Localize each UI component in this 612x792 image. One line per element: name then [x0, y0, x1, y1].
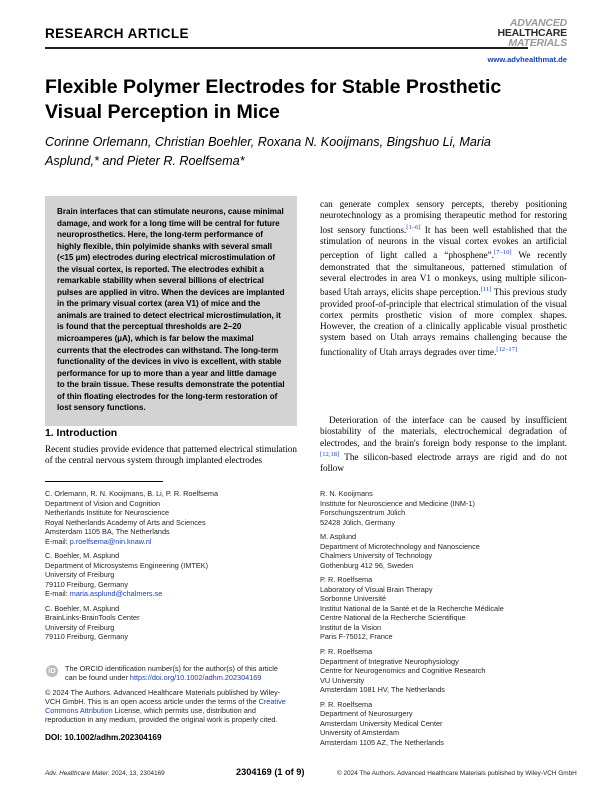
affiliation-line: R. N. Kooijmans: [320, 489, 373, 498]
header-divider: [45, 47, 528, 49]
affiliation-email-row: [45, 537, 285, 547]
footer-citation-rest: 2024, 13, 2304169: [109, 770, 165, 777]
rc-text-4: This previous study provided proof-of-principle that electrical stimulation of the visual cortex permits prosthetic vision of more complex shapes. However, the creation of a clinically applicable visual prosthetic system based on Utah arrays remains challenging because the functionality of Utah arrays degrades over time.: [320, 287, 567, 357]
article-authors: Corinne Orlemann, Christian Boehler, Roxana N. Kooijmans, Bingshuo Li, Maria Asplund,* and Pieter R. Roelfsema*: [45, 135, 491, 168]
journal-logo-line3: MATERIALS: [508, 37, 567, 50]
affiliations-right: [320, 489, 567, 752]
affiliation-line: 79110 Freiburg, Germany: [45, 579, 129, 589]
affiliation-email-row: [45, 589, 285, 599]
footer-citation: [45, 770, 165, 777]
abstract-box: Brain interfaces that can stimulate neurons, cause minimal damage, and work for a long time will be central for future neuroprosthetics. Here, the long-term performance of highly flexible, thin polyimide shanks with several small (<15 µm) electrodes during electrical microstimulation of the visual cortex, is reported. The electrodes exhibit a remarkable stability when several billions of electrical pulses are applied in vitro. When the devices are implanted in the primary visual cortex (area V1) of mice and the animals are trained to detect electrical microstimulation, it is found that the perceptual thresholds are 2–20 microamperes (µA), which is far below the maximal currents that the electrodes can withstand. The long-term functionality of the devices in vivo is excellent, with stable performance for up to more than a year and little damage to the brain tissue. These results demonstrate the potential of thin floating electrodes for the long-term restoration of lost sensory functions.: [45, 196, 297, 426]
affiliation-block: [320, 700, 567, 748]
affiliation-line: Amsterdam 1105 BA, The Netherlands: [45, 527, 170, 536]
affiliation-line: Institute for Neuroscience and Medicine (INM-1): [320, 498, 475, 508]
article-title: Flexible Polymer Electrodes for Stable Prosthetic Visual Perception in Mice: [45, 76, 502, 123]
affiliation-line: Department of Integrative Neurophysiology: [320, 656, 459, 666]
affiliation-line: Amsterdam 1105 AZ, The Netherlands: [320, 737, 444, 747]
journal-logo: [485, 18, 567, 49]
citation-ref-3[interactable]: [11]: [480, 286, 492, 294]
citation-ref-5[interactable]: [12,18]: [320, 450, 340, 458]
footer-page-number: 2304169 (1 of 9): [236, 767, 305, 777]
affiliation-line: 79110 Freiburg, Germany: [45, 632, 129, 642]
fp-text-2: The silicon-based electrode arrays are rigid and do not follow: [320, 451, 567, 474]
footer-journal-italic: Adv. Healthcare Mater.: [45, 770, 110, 777]
affiliation-line: 52428 Jülich, Germany: [320, 517, 396, 527]
orcid-doi-link[interactable]: https://doi.org/10.1002/adhm.202304169: [129, 673, 262, 683]
affiliation-line: Centre National de la Recherche Scientifique: [320, 613, 466, 623]
affiliation-line: Department of Neurosurgery: [320, 709, 413, 719]
page-header: [45, 17, 567, 70]
email-label: E-mail:: [45, 536, 70, 546]
email-link[interactable]: maria.asplund@chalmers.se: [69, 589, 163, 599]
affiliation-line: C. Orlemann, R. N. Kooijmans, B. Li, P. R. Roelfsema: [45, 489, 219, 498]
introduction-paragraph: Recent studies provide evidence that patterned electrical stimulation of the central nervous system through implanted electrodes: [45, 444, 297, 466]
affiliation-line: Amsterdam University Medical Center: [320, 718, 443, 728]
email-link[interactable]: p.roelfsema@nin.knaw.nl: [69, 536, 152, 546]
journal-logo-line1: ADVANCED: [509, 17, 567, 29]
creative-commons-link[interactable]: Creative Commons Attribution: [45, 696, 286, 716]
affiliation-line: University of Freiburg: [45, 622, 115, 632]
affiliation-line: Royal Netherlands Academy of Arts and Sciences: [45, 517, 206, 527]
affiliation-line: Institut National de la Santé et de la Recherche Médicale: [320, 603, 504, 613]
license-note: [45, 688, 288, 725]
affiliation-line: BrainLinks-BrainTools Center: [45, 613, 140, 623]
affiliation-line: C. Boehler, M. Asplund: [45, 603, 120, 613]
affiliation-line: Department of Microtechnology and Nanoscience: [320, 541, 480, 551]
affiliation-line: M. Asplund: [320, 532, 357, 542]
affiliation-block: [45, 604, 285, 642]
orcid-text: The ORCID identification number(s) for the author(s) of this article can be found under: [65, 664, 278, 683]
deterioration-paragraph: [320, 415, 567, 475]
affiliation-line: Centre for Neurogenomics and Cognitive Research: [320, 666, 486, 676]
journal-url-link[interactable]: www.advhealthmat.de: [487, 55, 567, 64]
affiliation-line: Gothenburg 412 96, Sweden: [320, 560, 414, 570]
affiliations-left: [45, 489, 285, 647]
affiliation-line: C. Boehler, M. Asplund: [45, 551, 120, 561]
affiliation-line: Department of Microsystems Engineering (IMTEK): [45, 560, 209, 570]
affiliation-line: Netherlands Institute for Neuroscience: [45, 508, 170, 517]
affiliation-block: [320, 575, 567, 642]
affiliation-block: [320, 647, 567, 695]
right-column-paragraph: [320, 199, 567, 358]
affiliation-line: Laboratory of Visual Brain Therapy: [320, 584, 433, 594]
affiliation-block: [320, 489, 567, 527]
affiliation-block: [45, 551, 285, 599]
footnote-divider: [45, 481, 163, 482]
affiliation-line: VU University: [320, 675, 365, 685]
orcid-id-icon: iD: [46, 665, 58, 677]
orcid-note: [45, 664, 288, 683]
affiliation-line: Paris F-75012, France: [320, 632, 393, 642]
affiliation-line: Sorbonne Université: [320, 594, 387, 604]
section-label: RESEARCH ARTICLE: [45, 26, 189, 41]
affiliation-line: P. R. Roelfsema: [320, 575, 373, 585]
footer-copyright: © 2024 The Authors. Advanced Healthcare Materials published by Wiley-VCH GmbH: [337, 770, 577, 777]
orcid-license-block: [45, 664, 288, 731]
email-label: E-mail:: [45, 589, 70, 599]
affiliation-line: Chalmers University of Technology: [320, 551, 433, 561]
citation-ref-1[interactable]: [1–6]: [406, 223, 421, 231]
rc-text-1: can generate complex sensory percepts, thereby positioning neurotechnology as a promising therapeutic method for restoring lost sensory functions.: [320, 199, 567, 235]
affiliation-line: Institut de la Vision: [320, 622, 382, 632]
introduction-heading: 1. Introduction: [45, 428, 118, 439]
license-text-1: © 2024 The Authors. Advanced Healthcare Materials published by Wiley-VCH GmbH. This is an open access article under the terms of the: [45, 687, 281, 706]
affiliation-line: University of Amsterdam: [320, 728, 400, 738]
rc-text-3: We recently demonstrated that the simultaneous, patterned stimulation of several electrodes in area V1 o monkeys, using multiple silicon-based Utah arrays, elicits shape perception.: [320, 250, 567, 298]
rc-text-2: It has been well established that the stimulation of neurons in the visual cortex evokes an artificial perception of light called a “phosphene”.: [320, 224, 567, 261]
journal-logo-line2: HEALTHCARE: [497, 27, 567, 40]
affiliation-block: [45, 489, 285, 546]
affiliation-line: University of Freiburg: [45, 570, 115, 580]
doi-label: DOI: 10.1002/adhm.202304169: [45, 733, 162, 742]
affiliation-line: Department of Vision and Cognition: [45, 498, 161, 508]
affiliation-line: Amsterdam 1081 HV, The Netherlands: [320, 685, 445, 695]
citation-ref-4[interactable]: [12–17]: [496, 345, 518, 353]
license-text-2: License, which permits use, distribution and reproduction in any medium, provided the original work is properly cited.: [45, 706, 278, 725]
fp-text-1: Deterioration of the interface can be caused by insufficient biostability of the materials, electrochemical degradation of electrodes, and the brain's foreign body response to the implant.: [320, 415, 567, 448]
affiliation-line: P. R. Roelfsema: [320, 699, 373, 709]
affiliation-line: Forschungszentrum Jülich: [320, 508, 406, 517]
affiliation-line: P. R. Roelfsema: [320, 647, 373, 657]
citation-ref-2[interactable]: [7–10]: [493, 249, 512, 257]
affiliation-block: [320, 532, 567, 570]
